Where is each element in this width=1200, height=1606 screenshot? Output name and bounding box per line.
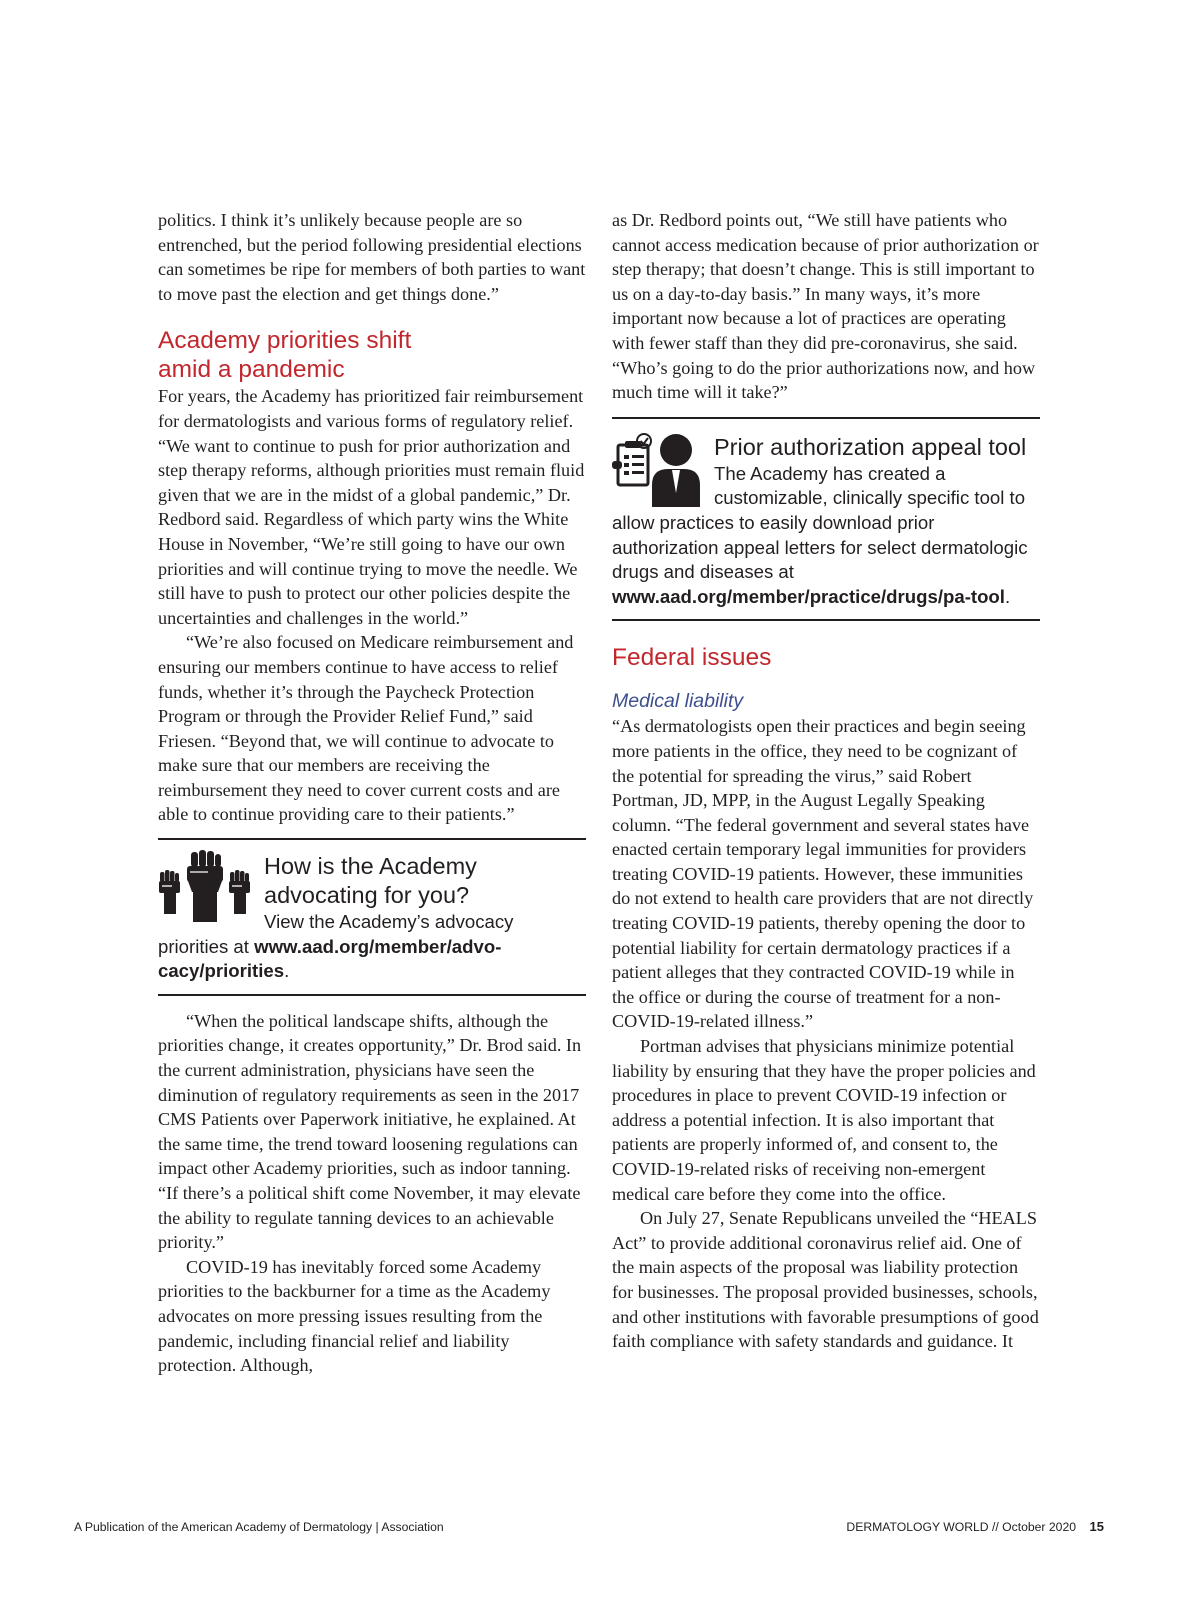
left-column bbox=[158, 208, 586, 1378]
prior-auth-callout-title: Prior authorization appeal tool bbox=[714, 433, 1027, 460]
left-paragraph-2: “We’re also focused on Medicare reimbursement and ensuring our members continue to have access to relief funds, whether it’s through the Paycheck Protection Program or through the Provider Relief Fund,” said Friesen. “Beyond that, we will continue to advocate to make sure that our members are receiving the reimbursement they need to cover current costs and are able to continue providing care to their patients.” bbox=[158, 632, 574, 825]
right-intro-paragraph: as Dr. Redbord points out, “We still have patients who cannot access medication because of prior authorization or step therapy; that doesn’t change. This is still important to us on a day-to-day basis.” In many ways, it’s more important now because a lot of practices are operating with fewer staff than they did pre-coronavirus, she said. “Who’s going to do the prior authorizations now, and how much time will it take?” bbox=[612, 210, 1039, 403]
pa-tool-link[interactable]: www.aad.org/member/practice/drugs/pa-tool bbox=[612, 585, 1005, 607]
advocacy-callout-text: View the Academy’s advocacy priorities at bbox=[158, 911, 514, 957]
section-heading-federal-issues: Federal issues bbox=[612, 644, 772, 672]
advocacy-callout bbox=[158, 838, 586, 996]
left-paragraph-3: “When the political landscape shifts, although the priorities change, it creates opportunity,” Dr. Brod said. In the current administration, physicians have seen the diminution of regulatory requirements as seen in the 2017 CMS Patients over Paperwork initiative, he explained. At the same time, the trend toward loosening regulations can impact other Academy priorities, such as indoor tanning. “If there’s a political shift come November, it may elevate the ability to regulate tanning devices to an achievable priority.” bbox=[158, 1010, 582, 1253]
prior-auth-callout-end: . bbox=[1004, 585, 1011, 607]
right-paragraph-2: Portman advises that physicians minimize potential liability by ensuring that they have the proper policies and procedures in place to prevent COVID-19 infection or address a potential infection. It is also important that patients are properly informed of, and consent to, the COVID-19-related risks of receiving non-emergent medical care before they come into the office. bbox=[612, 1036, 1036, 1204]
page-number: 15 bbox=[1089, 1519, 1104, 1534]
left-paragraph-1: For years, the Academy has prioritized fair reimbursement for dermatologists and various forms of regulatory relief. “We want to continue to push for prior authorization and step therapy reforms, although priorities must remain fluid given that we are in the midst of a global pandemic,” Dr. Redbord said. Regardless of which party wins the White House in November, “We’re still going to have our own priorities and will continue trying to move the needle. We still have to push to protect our other policies despite the uncertainties and challenges in the world.” bbox=[158, 386, 585, 628]
prior-auth-callout-text: The Academy has created a customizable, clinically specific tool to allow practices to easily download prior authorization appeal letters for select dermatologic drugs and diseases at bbox=[612, 462, 1028, 583]
right-paragraph-1: “As dermatologists open their practices and begin seeing more patients in the office, they need to be cognizant of the potential for spreading the virus,” said Robert Portman, JD, MPP, in the August Legally Speaking column. “The federal government and several states have enacted certain temporary legal immunities for providers treating COVID-19 patients. However, these immunities do not extend to health care providers that are not directly treating COVID-19 patients, thereby opening the door to potential liability for certain dermatology practices if a patient alleges that they contracted COVID-19 while in the office or during the course of treatment for a non-COVID-19-related illness.” bbox=[612, 716, 1034, 1032]
footer-publication-credit: A Publication of the American Academy of Dermatology | Association bbox=[74, 1520, 444, 1534]
advocacy-priorities-link[interactable]: www.aad.org/member/advo-cacy/priorities bbox=[158, 935, 502, 982]
subheading-medical-liability: Medical liability bbox=[612, 690, 744, 713]
right-column bbox=[612, 208, 1040, 1354]
footer-magazine-issue: DERMATOLOGY WORLD // October 2020 bbox=[846, 1520, 1076, 1534]
right-paragraph-3: On July 27, Senate Republicans unveiled the “HEALS Act” to provide additional coronavirus relief aid. One of the main aspects of the proposal was liability protection for businesses. The proposal provided businesses, schools, and other institutions with favorable presumptions of good faith compliance with safety standards and guidance. It bbox=[612, 1208, 1039, 1352]
prior-auth-callout bbox=[612, 417, 1040, 622]
advocacy-callout-end: . bbox=[284, 960, 290, 982]
section-heading-academy-priorities: Academy priorities shift amid a pandemic bbox=[158, 327, 412, 384]
person-with-checklist-icon bbox=[612, 433, 710, 507]
left-intro-paragraph: politics. I think it’s unlikely because people are so entrenched, but the period following presidential elections can sometimes be ripe for members of both parties to want to move past the election and get things done.” bbox=[158, 210, 586, 304]
left-paragraph-4: COVID-19 has inevitably forced some Academy priorities to the backburner for a time as the Academy advocates on more pressing issues resulting from the pandemic, including financial relief and liability protection. Although, bbox=[158, 1256, 551, 1376]
raised-fists-icon bbox=[158, 850, 260, 924]
advocacy-callout-title: How is the Academy advocating for you? bbox=[264, 853, 477, 909]
